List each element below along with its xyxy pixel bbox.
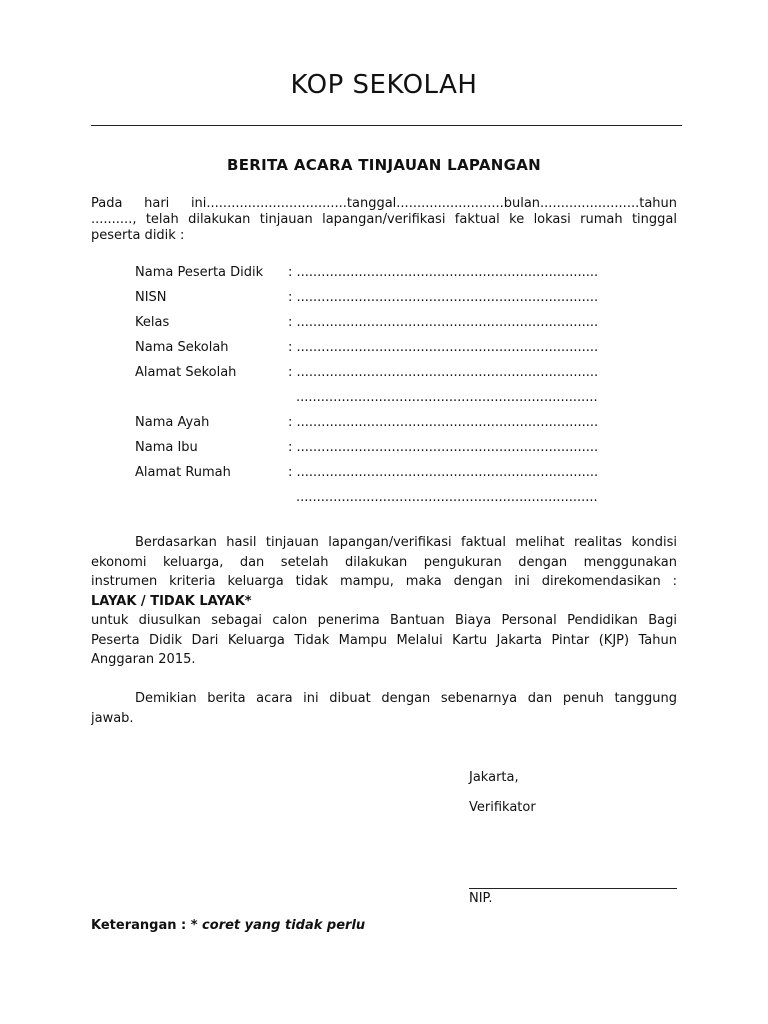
signature-nip: NIP. <box>469 891 493 906</box>
field-label: Alamat Rumah <box>135 465 231 480</box>
footnote-label: Keterangan : <box>91 918 187 933</box>
body-line: jawab. <box>91 710 134 726</box>
field-alamat-sekolah-continuation: ......................................................................... <box>296 390 598 405</box>
field-value: : ......................................................................... <box>288 365 599 380</box>
signature-line <box>469 888 677 889</box>
footnote <box>91 918 365 933</box>
field-value: : ......................................................................... <box>288 440 599 455</box>
body-line: Demikian berita acara ini dibuat dengan sebenarnya dan penuh tanggung <box>135 691 677 706</box>
body-line: untuk diusulkan sebagai calon penerima Bantuan Biaya Personal Pendidikan Bagi <box>91 613 677 628</box>
body-line: ekonomi keluarga, dan setelah dilakukan pengukuran dengan menggunakan <box>91 554 677 570</box>
document-title: BERITA ACARA TINJAUAN LAPANGAN <box>227 156 541 174</box>
field-value: : ......................................................................... <box>288 290 599 305</box>
decision-text: LAYAK / TIDAK LAYAK* <box>91 593 252 609</box>
body-line: Peserta Didik Dari Keluarga Tidak Mampu Melalui Kartu Jakarta Pintar (KJP) Tahun <box>91 632 677 648</box>
kop-sekolah-heading: KOP SEKOLAH <box>290 70 478 100</box>
field-value: : ......................................................................... <box>288 315 599 330</box>
intro-line-1: Pada hari ini..................................tanggal..........................bulan........................tahun <box>91 196 677 211</box>
closing-paragraph <box>91 689 677 728</box>
footnote-text: * coret yang tidak perlu <box>190 918 366 933</box>
field-alamat-rumah-continuation: ......................................................................... <box>296 490 598 505</box>
header-divider <box>91 125 682 126</box>
field-value: : ......................................................................... <box>288 415 599 430</box>
field-value: : ......................................................................... <box>288 465 599 480</box>
recommendation-paragraph <box>91 533 677 670</box>
field-label: Nama Peserta Didik <box>135 265 264 280</box>
body-line: Berdasarkan hasil tinjauan lapangan/verifikasi faktual melihat realitas kondisi <box>135 535 677 550</box>
body-line: instrumen kriteria keluarga tidak mampu, maka dengan ini direkomendasikan : <box>91 574 677 589</box>
field-label: Nama Ayah <box>135 415 210 430</box>
field-label: Alamat Sekolah <box>135 365 237 380</box>
field-label: Kelas <box>135 315 170 330</box>
signature-role: Verifikator <box>469 800 536 815</box>
field-label: Nama Sekolah <box>135 340 229 355</box>
signature-place: Jakarta, <box>469 770 519 785</box>
intro-paragraph <box>91 196 677 244</box>
field-label: Nama Ibu <box>135 440 198 455</box>
field-value: : ......................................................................... <box>288 265 599 280</box>
field-label: NISN <box>135 290 167 305</box>
field-value: : ......................................................................... <box>288 340 599 355</box>
intro-line-3: peserta didik : <box>91 228 185 243</box>
intro-line-2: .........., telah dilakukan tinjauan lapangan/verifikasi faktual ke lokasi rumah tinggal <box>91 212 677 227</box>
body-line: Anggaran 2015. <box>91 652 196 667</box>
